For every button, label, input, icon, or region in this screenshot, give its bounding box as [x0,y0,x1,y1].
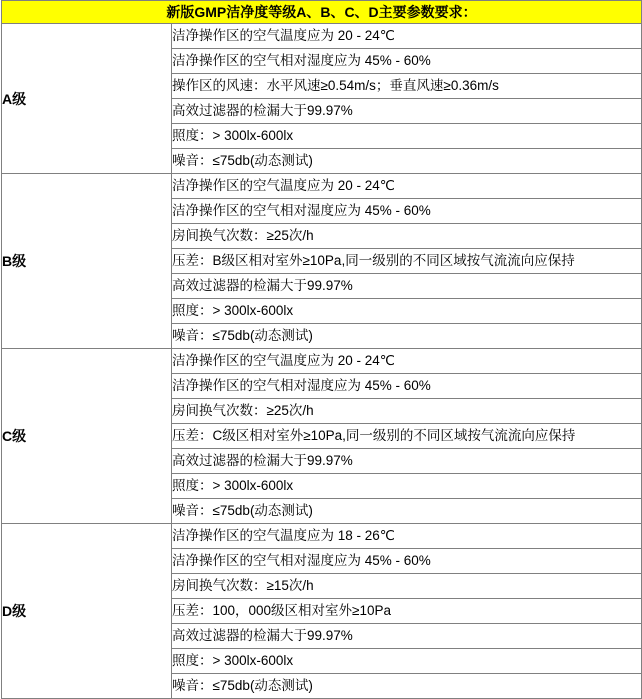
table-row [2,524,642,549]
param-a-6: 噪音：≤75db(动态测试) [172,149,642,174]
param-d-2: 洁净操作区的空气相对湿度应为 45% - 60% [172,549,642,574]
gmp-parameters-table [1,0,642,699]
param-c-3: 房间换气次数：≥25次/h [172,399,642,424]
param-d-3: 房间换气次数：≥15次/h [172,574,642,599]
table-row [2,24,642,49]
param-c-7: 噪音：≤75db(动态测试) [172,499,642,524]
param-b-7: 噪音：≤75db(动态测试) [172,324,642,349]
param-c-1: 洁净操作区的空气温度应为 20 - 24℃ [172,349,642,374]
grade-label-a: A级 [2,24,172,174]
page-title: 新版GMP洁净度等级A、B、C、D主要参数要求： [2,1,642,24]
param-d-4: 压差：100，000级区相对室外≥10Pa [172,599,642,624]
param-a-1: 洁净操作区的空气温度应为 20 - 24℃ [172,24,642,49]
param-d-6: 照度：> 300lx-600lx [172,649,642,674]
param-d-7: 噪音：≤75db(动态测试) [172,674,642,699]
grade-label-d: D级 [2,524,172,699]
table-row [2,349,642,374]
param-b-5: 高效过滤器的检漏大于99.97% [172,274,642,299]
param-b-3: 房间换气次数：≥25次/h [172,224,642,249]
param-d-1: 洁净操作区的空气温度应为 18 - 26℃ [172,524,642,549]
table-title-row [2,1,642,24]
param-d-5: 高效过滤器的检漏大于99.97% [172,624,642,649]
grade-label-b: B级 [2,174,172,349]
grade-label-c: C级 [2,349,172,524]
param-c-5: 高效过滤器的检漏大于99.97% [172,449,642,474]
param-c-2: 洁净操作区的空气相对湿度应为 45% - 60% [172,374,642,399]
param-b-4: 压差：B级区相对室外≥10Pa,同一级别的不同区域按气流流向应保持 [172,249,642,274]
param-b-1: 洁净操作区的空气温度应为 20 - 24℃ [172,174,642,199]
param-b-2: 洁净操作区的空气相对湿度应为 45% - 60% [172,199,642,224]
param-c-6: 照度：> 300lx-600lx [172,474,642,499]
param-a-2: 洁净操作区的空气相对湿度应为 45% - 60% [172,49,642,74]
param-a-4: 高效过滤器的检漏大于99.97% [172,99,642,124]
param-c-4: 压差：C级区相对室外≥10Pa,同一级别的不同区域按气流流向应保持 [172,424,642,449]
param-b-6: 照度：> 300lx-600lx [172,299,642,324]
param-a-5: 照度：> 300lx-600lx [172,124,642,149]
table-row [2,174,642,199]
param-a-3: 操作区的风速：水平风速≥0.54m/s；垂直风速≥0.36m/s [172,74,642,99]
